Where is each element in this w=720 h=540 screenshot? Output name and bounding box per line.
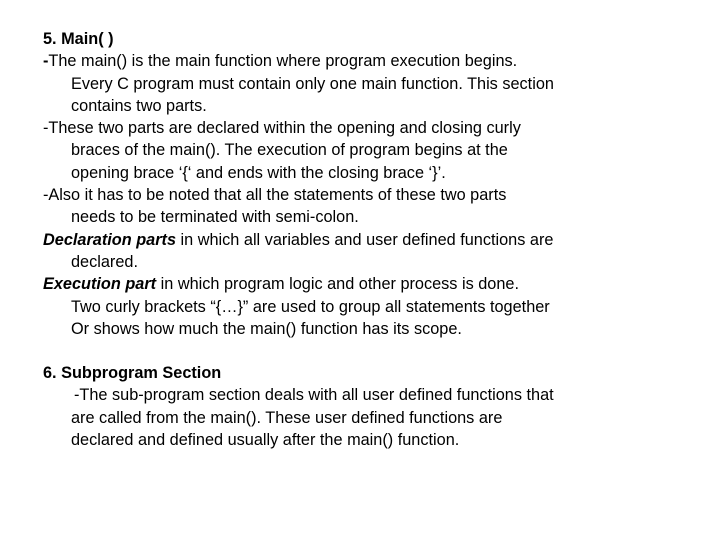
text-line: are called from the main(). These user defined functions are bbox=[71, 408, 503, 427]
spacer bbox=[43, 340, 693, 362]
term-execution-part: Execution part bbox=[43, 275, 157, 294]
text-line: in which program logic and other process is done. bbox=[156, 275, 519, 294]
text-line: braces of the main(). The execution of program begins at the bbox=[71, 141, 508, 160]
text-line: opening brace ‘{‘ and ends with the closing brace ‘}’. bbox=[71, 163, 446, 182]
text-line: needs to be terminated with semi-colon. bbox=[71, 208, 359, 227]
text-line: -These two parts are declared within the opening and closing curly bbox=[43, 119, 521, 138]
slide-body bbox=[43, 28, 693, 451]
text-line: Every C program must contain only one main function. This section bbox=[71, 74, 554, 93]
section-heading-main: 5. Main( ) bbox=[43, 30, 114, 48]
text-line: contains two parts. bbox=[71, 96, 207, 115]
text-line: in which all variables and user defined functions are bbox=[176, 230, 554, 249]
text-line: declared. bbox=[71, 252, 138, 271]
text-line: Or shows how much the main() function has its scope. bbox=[71, 319, 462, 338]
text-line: Two curly brackets “{…}” are used to group all statements together bbox=[71, 297, 550, 316]
paragraph-two-parts bbox=[43, 117, 693, 184]
text-line: The main() is the main function where program execution begins. bbox=[48, 52, 518, 71]
bold-dash: - bbox=[43, 52, 49, 71]
paragraph-execution-part bbox=[43, 273, 693, 340]
paragraph-declaration-parts bbox=[43, 229, 693, 274]
text-line: -The sub-program section deals with all user defined functions that bbox=[74, 386, 554, 405]
text-line: -Also it has to be noted that all the statements of these two parts bbox=[43, 186, 507, 205]
section-heading-subprogram: 6. Subprogram Section bbox=[43, 364, 222, 383]
paragraph-semicolon bbox=[43, 184, 693, 229]
term-declaration-parts: Declaration parts bbox=[43, 230, 177, 249]
paragraph-subprogram bbox=[43, 384, 693, 451]
text-line: declared and defined usually after the main() function. bbox=[71, 431, 460, 450]
paragraph-main-function bbox=[43, 50, 693, 117]
